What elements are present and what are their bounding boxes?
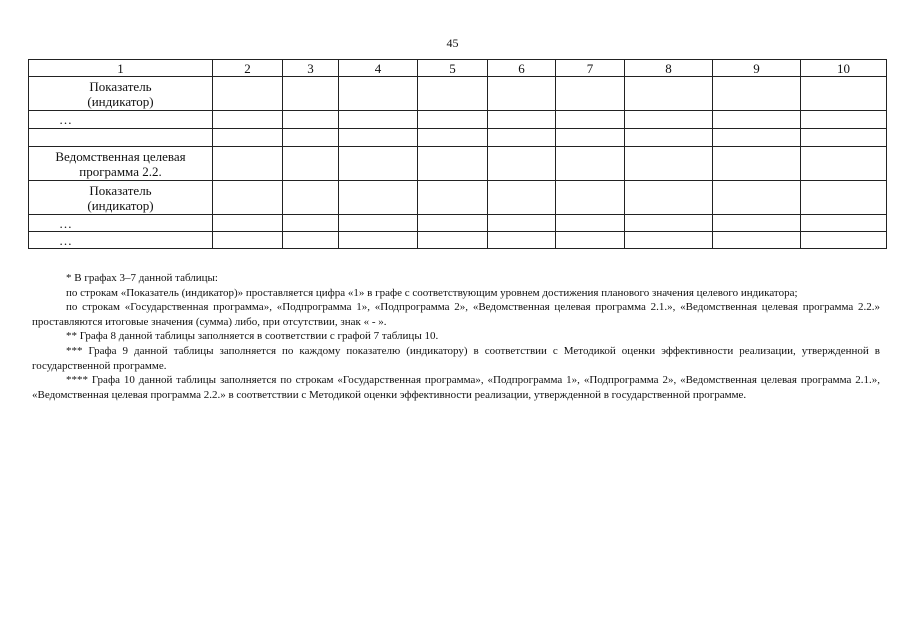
table-cell [488, 129, 556, 147]
table-cell [801, 147, 887, 181]
col-header: 1 [29, 60, 213, 77]
footnote: по строкам «Показатель (индикатор)» проставляется цифра «1» в графе с соответствующим уровнем достижения планового значения целевого индикатора; [66, 286, 798, 299]
table-cell [556, 111, 625, 129]
table-cell [339, 147, 418, 181]
table-cell [213, 181, 283, 215]
table-cell [418, 111, 488, 129]
table-row [29, 232, 887, 249]
table-cell [339, 215, 418, 232]
table-cell [625, 129, 713, 147]
table-cell [801, 111, 887, 129]
table-cell [213, 215, 283, 232]
table-row [29, 77, 887, 111]
table-cell [283, 129, 339, 147]
table-cell [488, 77, 556, 111]
evaluation-table [28, 59, 887, 249]
table-cell [283, 215, 339, 232]
table-cell [283, 232, 339, 249]
footnote: по строкам «Государственная программа», «Подпрограмма 1», «Подпрограмма 2», «Ведомственная целевая программа 2.1.», «Ведомственная целевая программа 2.2.» проставляются итоговые значения (сумма) либо, при отсутствии, знак « - ». [32, 301, 880, 328]
page-number: 45 [446, 36, 459, 50]
table-row [29, 111, 887, 129]
table-row [29, 147, 887, 181]
table-cell [713, 215, 801, 232]
table-cell [339, 111, 418, 129]
table-cell [713, 77, 801, 111]
table-cell [488, 147, 556, 181]
table-cell [713, 129, 801, 147]
table-cell [213, 77, 283, 111]
footnote: ** Графа 8 данной таблицы заполняется в соответствии с графой 7 таблицы 10. [66, 330, 439, 343]
table-cell [213, 232, 283, 249]
table-cell [801, 215, 887, 232]
table-row [29, 215, 887, 232]
table-cell [801, 129, 887, 147]
table-cell [339, 129, 418, 147]
col-header: 4 [339, 60, 418, 77]
table-cell [556, 77, 625, 111]
table-cell [625, 181, 713, 215]
row-label [29, 129, 213, 147]
row-label: Ведомственная целевая программа 2.2. [29, 147, 213, 181]
footnote: * В графах 3–7 данной таблицы: [66, 272, 218, 284]
table-cell [556, 181, 625, 215]
col-header: 5 [418, 60, 488, 77]
col-header: 3 [283, 60, 339, 77]
table-cell [213, 147, 283, 181]
table-row [29, 181, 887, 215]
table-cell [625, 232, 713, 249]
table-row [29, 129, 887, 147]
table-cell [713, 111, 801, 129]
table-cell [283, 147, 339, 181]
table-cell [556, 147, 625, 181]
table-cell [488, 111, 556, 129]
table-cell [283, 111, 339, 129]
row-label: Показатель (индикатор) [29, 77, 213, 111]
table-cell [488, 232, 556, 249]
table-cell [418, 215, 488, 232]
table-cell [801, 77, 887, 111]
row-label: Показатель (индикатор) [29, 181, 213, 215]
table-cell [213, 111, 283, 129]
col-header: 6 [488, 60, 556, 77]
table-cell [339, 77, 418, 111]
footnotes [32, 271, 880, 402]
col-header: 9 [713, 60, 801, 77]
row-label: … [29, 111, 213, 129]
table-cell [418, 181, 488, 215]
table-cell [713, 232, 801, 249]
col-header: 10 [801, 60, 887, 77]
table-cell [625, 77, 713, 111]
table-cell [418, 147, 488, 181]
table-cell [713, 147, 801, 181]
table-cell [556, 232, 625, 249]
table-cell [625, 147, 713, 181]
table-cell [418, 77, 488, 111]
table-cell [713, 181, 801, 215]
table-cell [418, 129, 488, 147]
row-label: … [29, 232, 213, 249]
table-cell [488, 215, 556, 232]
col-header: 2 [213, 60, 283, 77]
table-cell [213, 129, 283, 147]
table-cell [801, 181, 887, 215]
table-cell [625, 215, 713, 232]
table-cell [339, 181, 418, 215]
table-cell [556, 215, 625, 232]
col-header: 8 [625, 60, 713, 77]
table-cell [556, 129, 625, 147]
row-label: … [29, 215, 213, 232]
table-cell [625, 111, 713, 129]
header-row [29, 60, 887, 77]
footnote: **** Графа 10 данной таблицы заполняется по строкам «Государственная программа», «Подпрограмма 1», «Подпрограмма 2», «Ведомственная целевая программа 2.1.», «Ведомственная целевая программа 2.2.» в соответствии с Методикой оценки эффективности реализации, утвержденной в государственной программе. [32, 374, 880, 401]
table-cell [488, 181, 556, 215]
table-cell [283, 181, 339, 215]
table-cell [418, 232, 488, 249]
footnote: *** Графа 9 данной таблицы заполняется по каждому показателю (индикатору) в соответствии с Методикой оценки эффективности реализации, утвержденной в государственной программе. [32, 344, 880, 372]
table-cell [801, 232, 887, 249]
table-cell [339, 232, 418, 249]
table-cell [283, 77, 339, 111]
col-header: 7 [556, 60, 625, 77]
